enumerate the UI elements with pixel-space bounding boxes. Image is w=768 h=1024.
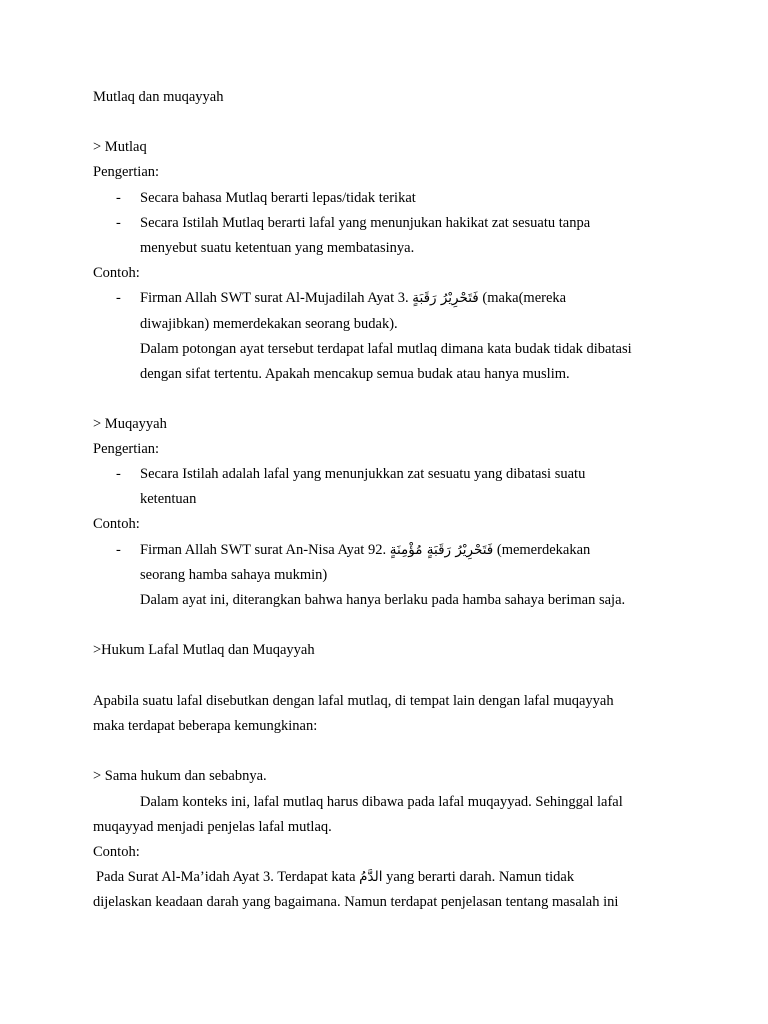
contoh-text: yang berarti darah. Namun tidak <box>386 869 575 885</box>
mutlaq-heading: > Mutlaq <box>93 139 147 155</box>
hukum-contoh-line: dijelaskan keadaan darah yang bagaimana. Namun terdapat penjelasan tentang masalah ini <box>93 894 619 910</box>
contoh-text: (memerdekakan <box>496 542 591 558</box>
mutlaq-pengertian-item: menyebut suatu ketentuan yang membatasinya. <box>140 240 415 256</box>
muqayyah-contoh-line <box>140 541 590 559</box>
contoh-text: Firman Allah SWT surat Al-Mujadilah Ayat 3. <box>140 290 409 306</box>
arabic-verse: فَتَحْرِيْرُ رَقَبَةٍ <box>412 290 479 306</box>
muqayyah-pengertian-item: Secara Istilah adalah lafal yang menunjukkan zat sesuatu yang dibatasi suatu <box>140 466 586 482</box>
contoh-text: (maka(mereka <box>482 290 567 306</box>
contoh-text: Pada Surat Al-Ma’idah Ayat 3. Terdapat kata <box>96 869 356 885</box>
list-bullet: - <box>116 215 121 231</box>
hukum-contoh-line <box>96 868 574 886</box>
mutlaq-contoh-line: Dalam potongan ayat tersebut terdapat lafal mutlaq dimana kata budak tidak dibatasi <box>140 341 632 357</box>
mutlaq-contoh-label: Contoh: <box>93 265 140 281</box>
mutlaq-contoh-line <box>140 289 566 307</box>
arabic-word: الدَّمُ <box>359 869 383 885</box>
muqayyah-heading: > Muqayyah <box>93 416 167 432</box>
hukum-heading: >Hukum Lafal Mutlaq dan Muqayyah <box>93 642 315 658</box>
mutlaq-pengertian-label: Pengertian: <box>93 164 160 180</box>
muqayyah-pengertian-label: Pengertian: <box>93 441 160 457</box>
contoh-text: Firman Allah SWT surat An-Nisa Ayat 92. <box>140 542 387 558</box>
document-title: Mutlaq dan muqayyah <box>93 89 224 105</box>
muqayyah-pengertian-item: ketentuan <box>140 491 197 507</box>
muqayyah-contoh-label: Contoh: <box>93 516 140 532</box>
arabic-verse: فَتَحْرِيْرُ رَقَبَةٍ مُؤْمِنَةٍ <box>389 542 494 558</box>
sama-paragraph-line: muqayyad menjadi penjelas lafal mutlaq. <box>93 819 332 835</box>
muqayyah-contoh-line: seorang hamba sahaya mukmin) <box>140 567 328 583</box>
mutlaq-contoh-line: dengan sifat tertentu. Apakah mencakup semua budak atau hanya muslim. <box>140 366 570 382</box>
hukum-paragraph-line: maka terdapat beberapa kemungkinan: <box>93 718 318 734</box>
list-bullet: - <box>116 466 121 482</box>
hukum-contoh-label: Contoh: <box>93 844 140 860</box>
mutlaq-pengertian-item: Secara bahasa Mutlaq berarti lepas/tidak terikat <box>140 190 416 206</box>
sama-paragraph-line: Dalam konteks ini, lafal mutlaq harus dibawa pada lafal muqayyad. Sehinggal lafal <box>140 794 623 810</box>
mutlaq-contoh-line: diwajibkan) memerdekakan seorang budak). <box>140 316 398 332</box>
sama-heading: > Sama hukum dan sebabnya. <box>93 768 267 784</box>
list-bullet: - <box>116 542 121 558</box>
hukum-paragraph-line: Apabila suatu lafal disebutkan dengan lafal mutlaq, di tempat lain dengan lafal muqayyah <box>93 693 614 709</box>
mutlaq-pengertian-item: Secara Istilah Mutlaq berarti lafal yang menunjukan hakikat zat sesuatu tanpa <box>140 215 591 231</box>
muqayyah-contoh-line: Dalam ayat ini, diterangkan bahwa hanya berlaku pada hamba sahaya beriman saja. <box>140 592 626 608</box>
list-bullet: - <box>116 290 121 306</box>
list-bullet: - <box>116 190 121 206</box>
